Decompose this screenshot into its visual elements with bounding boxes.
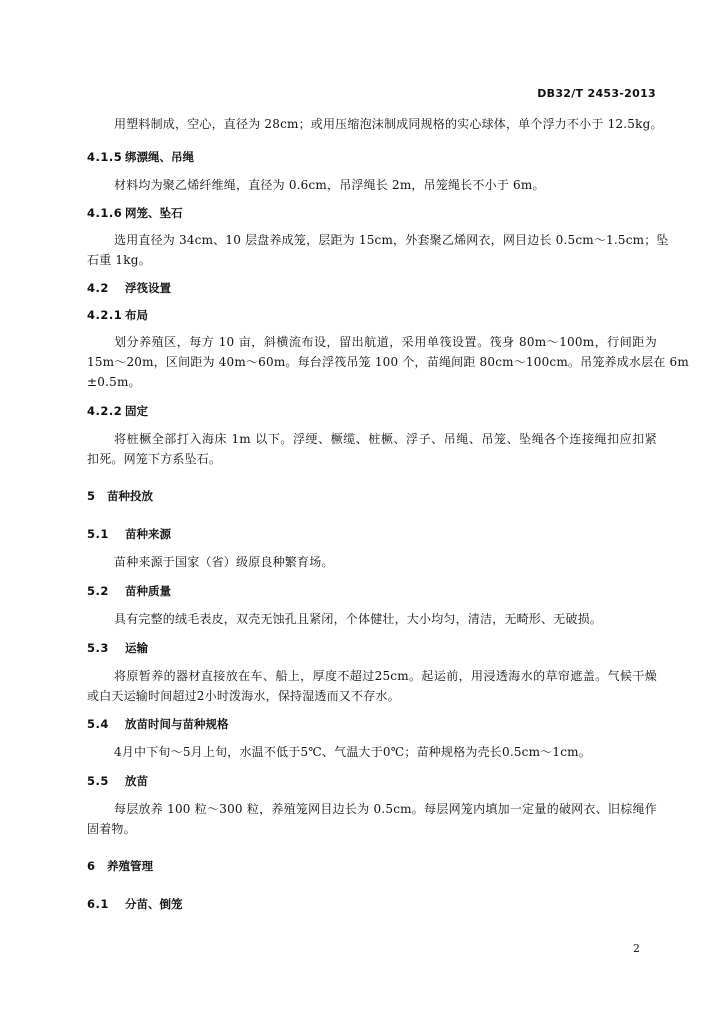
section-number: 6.1 bbox=[87, 897, 109, 911]
section-number: 5.4 bbox=[87, 717, 109, 731]
section-heading bbox=[87, 404, 657, 418]
section-number: 5.5 bbox=[87, 774, 109, 788]
section-title: 放苗时间与苗种规格 bbox=[125, 717, 229, 731]
paragraph-line: 选用直径为 34cm、10 层盘养成笼，层距为 15cm，外套聚乙烯网衣，网目边长 0.5cm～1.5cm；坠 bbox=[114, 233, 669, 247]
section-title: 放苗 bbox=[125, 774, 148, 788]
page-number: 2 bbox=[633, 942, 640, 955]
paragraph-line: 4月中下旬～5月上旬，水温不低于5℃、气温大于0℃；苗种规格为壳长0.5cm～1cm。 bbox=[114, 745, 591, 759]
paragraph-line: 苗种来源于国家（省）级原良种繁育场。 bbox=[114, 555, 334, 569]
section-title: 运输 bbox=[125, 641, 148, 655]
section-title: 布局 bbox=[125, 308, 148, 322]
section-heading bbox=[87, 774, 657, 788]
paragraph-line: 具有完整的绒毛表皮，双壳无蚀孔且紧闭，个体健壮，大小均匀，清洁，无畸形、无破损。 bbox=[114, 612, 603, 626]
paragraph-line: 将桩橛全部打入海床 1m 以下。浮绠、橛缆、桩橛、浮子、吊绳、吊笼、坠绳各个连接绳扣应扣紧 bbox=[114, 432, 657, 446]
paragraph-line: 划分养殖区，每方 10 亩，斜横流布设，留出航道，采用单筏设置。筏身 80m～100m，行间距为 bbox=[114, 335, 657, 349]
paragraph-line: 15m～20m，区间距为 40m～60m。每台浮筏吊笼 100 个，苗绳间距 80cm～100cm。吊笼养成水层在 6m bbox=[87, 355, 689, 369]
paragraph-line: ±0.5m。 bbox=[87, 375, 141, 389]
section-heading bbox=[87, 897, 657, 911]
section-heading bbox=[87, 584, 657, 598]
section-heading bbox=[87, 150, 657, 164]
section-number: 4.2.2 bbox=[87, 404, 123, 418]
section-number: 4.1.5 bbox=[87, 150, 123, 164]
section-number: 4.2.1 bbox=[87, 308, 123, 322]
paragraph-line: 用塑料制成，空心，直径为 28cm；或用压缩泡沫制成同规格的实心球体，单个浮力不小于 12.5kg。 bbox=[114, 117, 663, 131]
section-heading bbox=[87, 281, 657, 295]
chapter-heading bbox=[87, 489, 657, 503]
section-number: 5.3 bbox=[87, 641, 109, 655]
section-heading bbox=[87, 308, 657, 322]
section-title: 浮筏设置 bbox=[125, 281, 171, 295]
section-heading bbox=[87, 206, 657, 220]
standard-code: DB32/T 2453-2013 bbox=[537, 87, 656, 100]
chapter-heading bbox=[87, 859, 657, 873]
section-title: 固定 bbox=[125, 404, 148, 418]
section-title: 分苗、倒笼 bbox=[125, 897, 183, 911]
section-number: 6 bbox=[87, 859, 96, 873]
section-title: 绑漂绳、吊绳 bbox=[125, 150, 194, 164]
section-title: 苗种投放 bbox=[107, 489, 153, 503]
paragraph-line: 固着物。 bbox=[87, 822, 136, 836]
section-number: 5.2 bbox=[87, 584, 109, 598]
section-title: 网笼、坠石 bbox=[125, 206, 183, 220]
section-number: 4.2 bbox=[87, 281, 109, 295]
section-title: 苗种质量 bbox=[125, 584, 171, 598]
section-title: 养殖管理 bbox=[107, 859, 153, 873]
section-heading bbox=[87, 641, 657, 655]
section-heading bbox=[87, 527, 657, 541]
section-title: 苗种来源 bbox=[125, 527, 171, 541]
section-heading bbox=[87, 717, 657, 731]
paragraph-line: 材料均为聚乙烯纤维绳，直径为 0.6cm，吊浮绳长 2m，吊笼绳长不小于 6m。 bbox=[114, 178, 545, 192]
paragraph-line: 扣死。网笼下方系坠石。 bbox=[87, 452, 222, 466]
section-number: 5 bbox=[87, 489, 96, 503]
section-number: 4.1.6 bbox=[87, 206, 123, 220]
section-number: 5.1 bbox=[87, 527, 109, 541]
paragraph-line: 每层放养 100 粒～300 粒，养殖笼网目边长为 0.5cm。每层网笼内填加一定量的破网衣、旧棕绳作 bbox=[114, 802, 657, 816]
paragraph-line: 将原暂养的器材直接放在车、船上，厚度不超过25cm。起运前，用浸透海水的草帘遮盖。气候干燥 bbox=[114, 669, 657, 683]
paragraph-line: 石重 1kg。 bbox=[87, 253, 151, 267]
paragraph-line: 或白天运输时间超过2小时泼海水，保持湿透而又不存水。 bbox=[87, 689, 400, 703]
